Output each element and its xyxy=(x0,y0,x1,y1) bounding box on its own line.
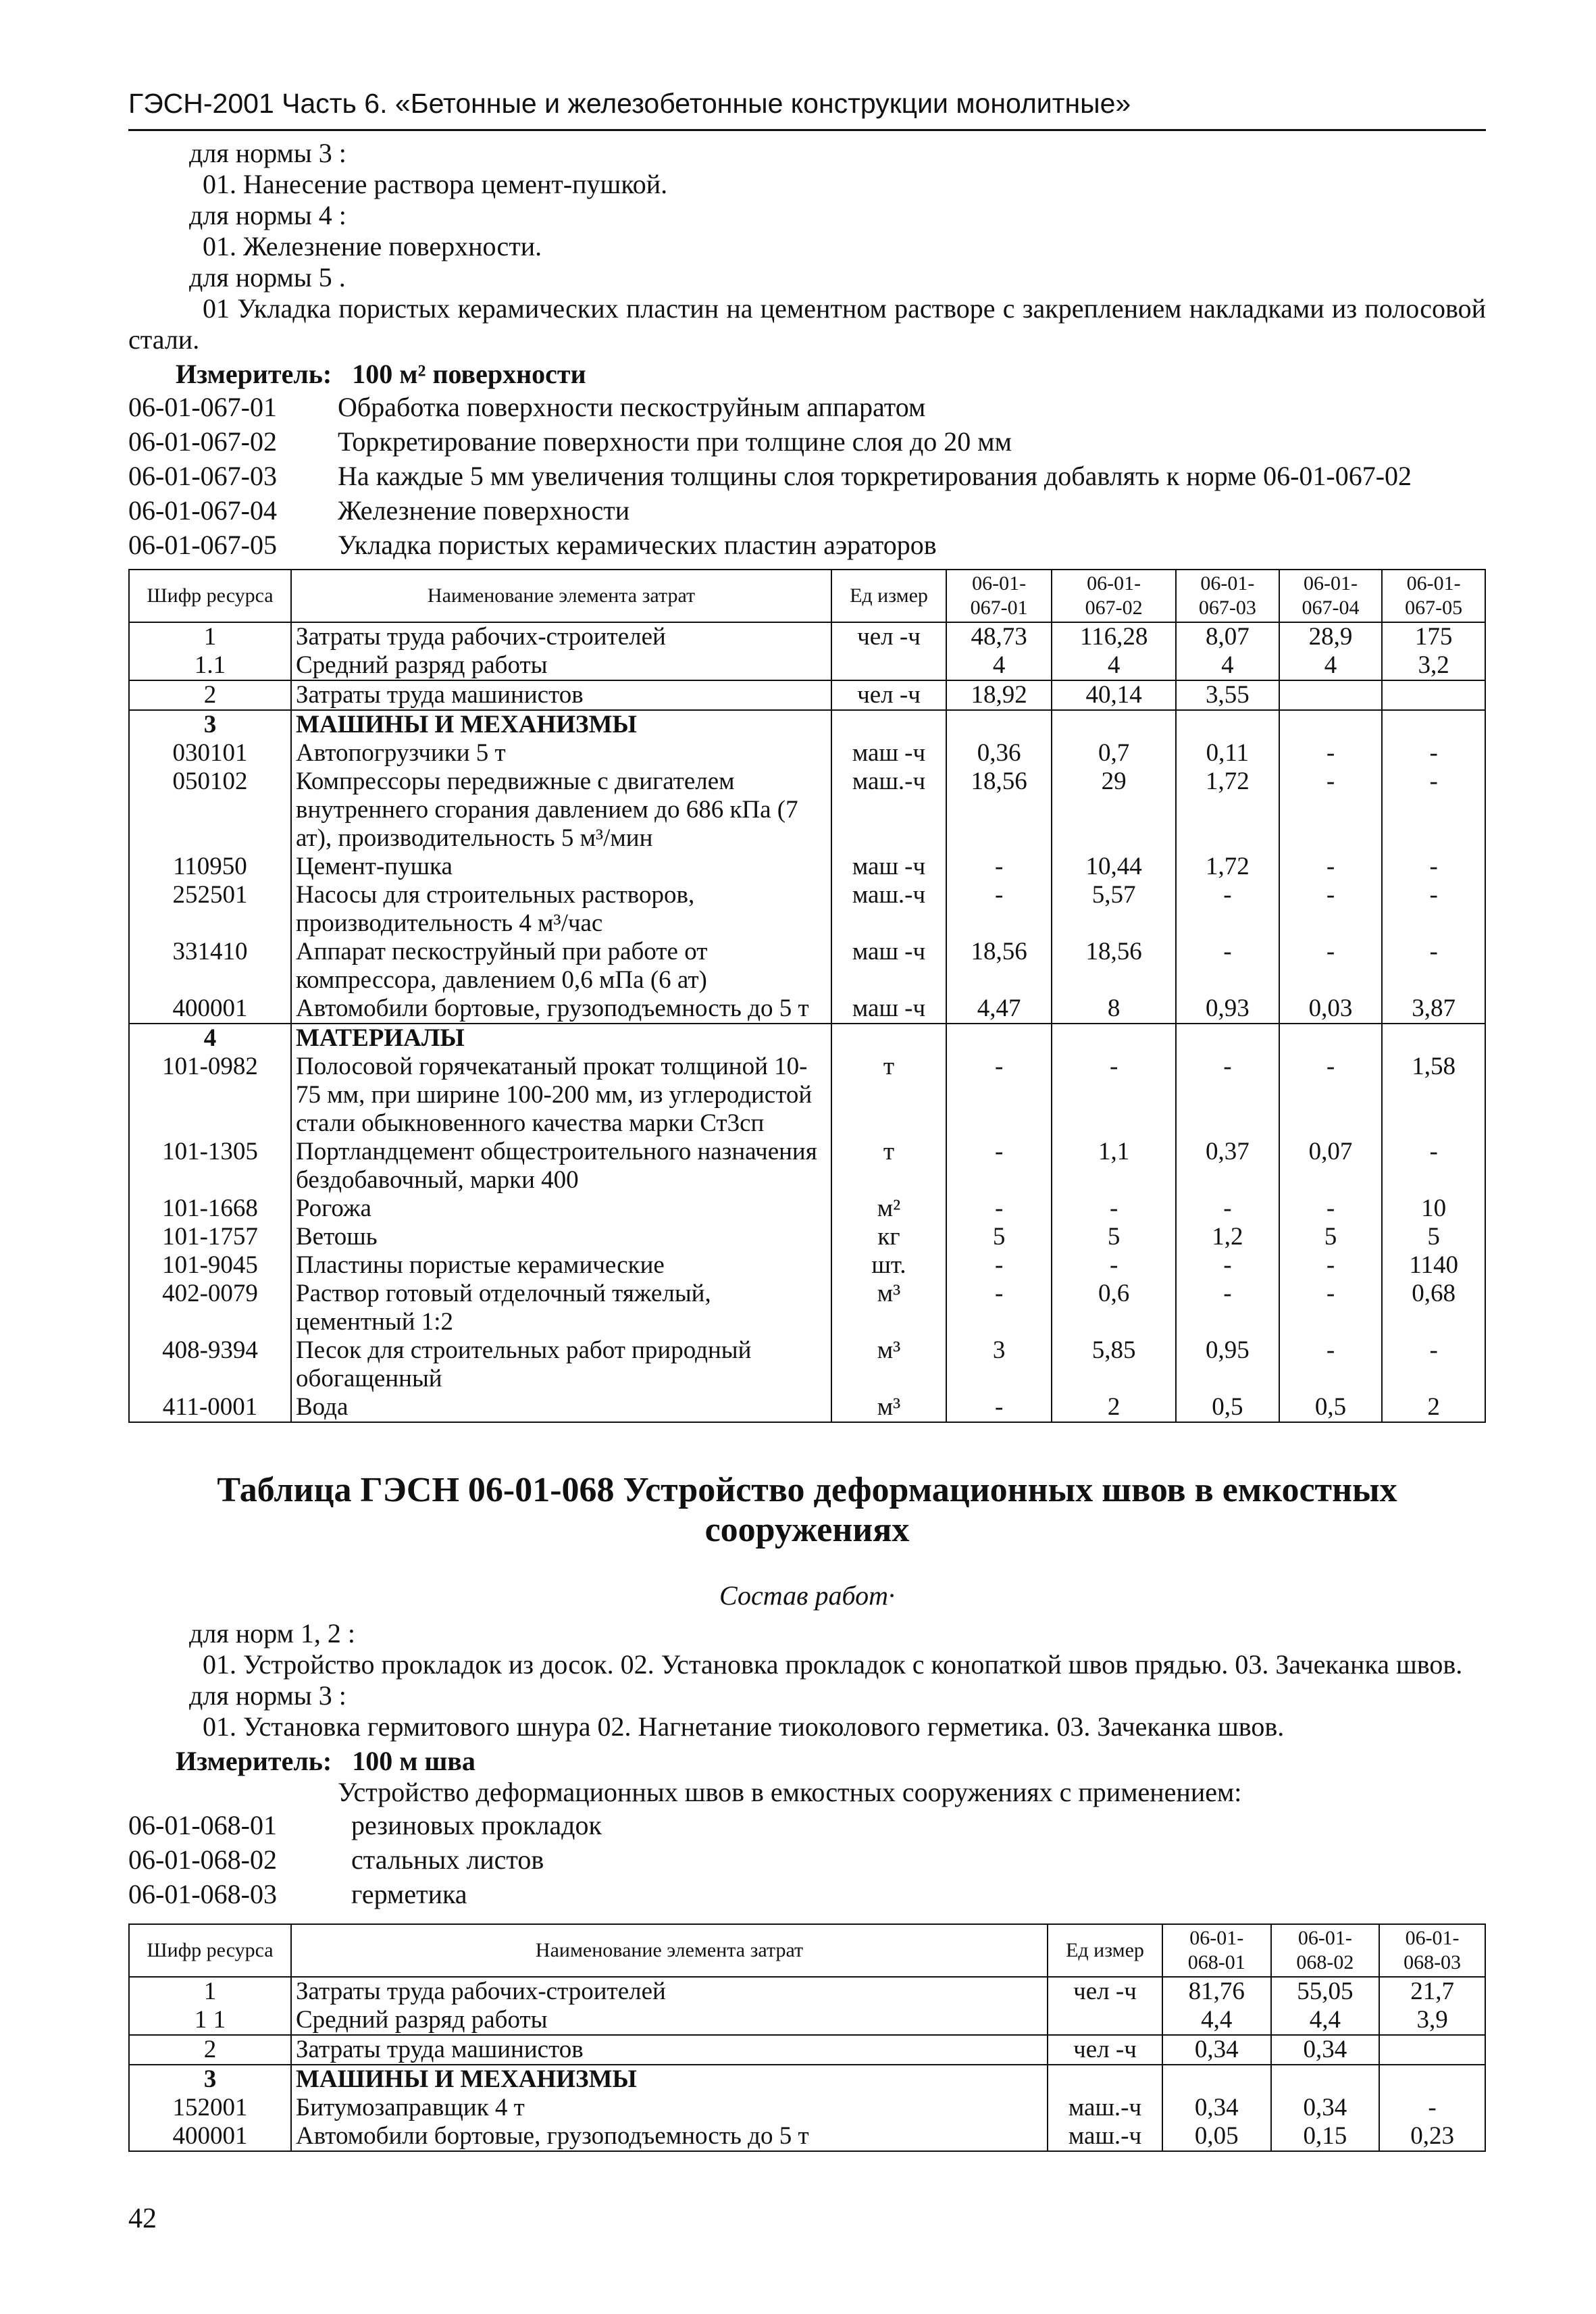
column-header: Ед измер xyxy=(831,570,946,622)
resource-value: 0,5 xyxy=(1176,1393,1279,1422)
resource-unit: т xyxy=(831,1053,946,1138)
resource-value: - xyxy=(946,881,1052,938)
resource-value: - xyxy=(946,1194,1052,1223)
measure-unit-2 xyxy=(128,1745,1486,1777)
resource-name: Затраты труда машинистов xyxy=(291,680,831,710)
resource-code: 402-0079 xyxy=(129,1280,291,1336)
column-header: Шифр ресурса xyxy=(129,1924,291,1977)
resource-value: - xyxy=(1382,881,1485,938)
resource-unit: чел -ч xyxy=(831,680,946,710)
resource-value: - xyxy=(1279,853,1383,881)
resource-value: - xyxy=(1052,1194,1176,1223)
resource-value: - xyxy=(946,1053,1052,1138)
column-header: 06-01- 068-01 xyxy=(1162,1924,1271,1977)
resource-table-1 xyxy=(128,569,1486,1423)
resource-name: МАТЕРИАЛЫ xyxy=(291,1024,831,1053)
resource-value: - xyxy=(1382,853,1485,881)
column-header: 06-01- 067-05 xyxy=(1382,570,1485,622)
resource-value: 0,68 xyxy=(1382,1280,1485,1336)
resource-value xyxy=(1382,1024,1485,1053)
resource-value: 40,14 xyxy=(1052,680,1176,710)
resource-name: Затраты труда рабочих-строителей xyxy=(291,622,831,651)
column-header: 06-01- 068-03 xyxy=(1379,1924,1485,1977)
resource-unit: маш.-ч xyxy=(831,768,946,853)
work-step: 01. Установка гермитового шнура 02. Нагнетание тиоколового герметика. 03. Зачеканка швов. xyxy=(203,1711,1285,1742)
norm-row xyxy=(128,424,1486,459)
table-row xyxy=(129,2035,1485,2065)
norm-name: Торкретирование поверхности при толщине слоя до 20 мм xyxy=(338,426,1012,457)
norm-list-2 xyxy=(128,1808,1486,1911)
resource-value: 1140 xyxy=(1382,1251,1485,1280)
resource-value: 3,2 xyxy=(1382,651,1485,680)
resource-value: 5,85 xyxy=(1052,1336,1176,1393)
resource-value: 3 xyxy=(946,1336,1052,1393)
norm-code: 06-01-068-01 xyxy=(128,1810,277,1840)
resource-value: 28,9 xyxy=(1279,622,1383,651)
resource-value xyxy=(946,1024,1052,1053)
resource-value: 1,1 xyxy=(1052,1138,1176,1194)
resource-unit: маш -ч xyxy=(831,739,946,768)
table-row xyxy=(129,1251,1485,1280)
resource-code: 050102 xyxy=(129,768,291,853)
resource-code: 252501 xyxy=(129,881,291,938)
resource-code: 411-0001 xyxy=(129,1393,291,1422)
resource-code: 101-1757 xyxy=(129,1223,291,1251)
resource-value: 1,72 xyxy=(1176,768,1279,853)
work-composition-1 xyxy=(128,138,1486,355)
resource-unit xyxy=(831,1024,946,1053)
work-step: 01 Укладка пористых керамических пластин на цементном растворе с закреплением накладками из полосовой стали. xyxy=(128,293,1486,355)
measure-value: 100 м² поверхности xyxy=(352,359,586,389)
resource-unit: чел -ч xyxy=(1048,2035,1162,2065)
table-row xyxy=(129,1194,1485,1223)
table-row xyxy=(129,1024,1485,1053)
resource-code: 2 xyxy=(129,2035,291,2065)
resource-name: Портландцемент общестроительного назначения бездобавочный, марки 400 xyxy=(291,1138,831,1194)
resource-value: 3,55 xyxy=(1176,680,1279,710)
resource-value: - xyxy=(1279,881,1383,938)
work-step: 01. Устройство прокладок из досок. 02. Установка прокладок с конопаткой швов прядью. 03. Зачеканка швов. xyxy=(203,1649,1463,1680)
resource-code: 110950 xyxy=(129,853,291,881)
resource-code: 400001 xyxy=(129,2122,291,2151)
resource-value: 3,87 xyxy=(1382,995,1485,1024)
resource-code: 1 1 xyxy=(129,2006,291,2035)
norm-row xyxy=(128,459,1486,493)
resource-name: Полосовой горячекатаный прокат толщиной 10-75 мм, при ширине 100-200 мм, из углеродистой стали обыкновенного качества марки Ст3сп xyxy=(291,1053,831,1138)
measure-label: Измеритель: xyxy=(176,359,332,389)
resource-value xyxy=(1379,2065,1485,2094)
resource-unit: шт. xyxy=(831,1251,946,1280)
resource-value: 4 xyxy=(1279,651,1383,680)
resource-value: 0,5 xyxy=(1279,1393,1383,1422)
norm-code: 06-01-068-02 xyxy=(128,1844,277,1875)
column-header: 06-01- 067-02 xyxy=(1052,570,1176,622)
resource-value: - xyxy=(1382,1336,1485,1393)
resource-value: 29 xyxy=(1052,768,1176,853)
table-row xyxy=(129,2065,1485,2094)
resource-code: 2 xyxy=(129,680,291,710)
resource-value: - xyxy=(1279,1336,1383,1393)
resource-value xyxy=(1162,2065,1271,2094)
resource-value: 5 xyxy=(946,1223,1052,1251)
resource-value: 0,34 xyxy=(1271,2094,1380,2122)
resource-value: 0,03 xyxy=(1279,995,1383,1024)
resource-name: Цемент-пушка xyxy=(291,853,831,881)
norm-row xyxy=(128,528,1486,562)
resource-value: 0,11 xyxy=(1176,739,1279,768)
column-header: 06-01- 067-01 xyxy=(946,570,1052,622)
resource-value xyxy=(1052,1024,1176,1053)
resource-value: 8,07 xyxy=(1176,622,1279,651)
resource-value: 1,58 xyxy=(1382,1053,1485,1138)
work-step: для нормы 4 : xyxy=(189,200,346,230)
running-header: ГЭСН-2001 Часть 6. «Бетонные и железобетонные конструкции монолитные» xyxy=(128,88,1486,131)
resource-value: 5,57 xyxy=(1052,881,1176,938)
resource-value: 2 xyxy=(1382,1393,1485,1422)
resource-name: Автомобили бортовые, грузоподъемность до 5 т xyxy=(291,995,831,1024)
resource-value: 5 xyxy=(1052,1223,1176,1251)
table-row xyxy=(129,651,1485,680)
resource-value: 0,37 xyxy=(1176,1138,1279,1194)
table-row xyxy=(129,710,1485,739)
table-row xyxy=(129,1280,1485,1336)
norm-code: 06-01-068-03 xyxy=(128,1879,277,1909)
resource-value: 18,56 xyxy=(1052,938,1176,995)
resource-value: - xyxy=(1176,1251,1279,1280)
column-header: 06-01- 067-03 xyxy=(1176,570,1279,622)
norm-row xyxy=(128,1808,1486,1842)
table-title-068: Таблица ГЭСН 06-01-068 Устройство деформационных швов в емкостных сооружениях xyxy=(217,1471,1397,1549)
resource-value: - xyxy=(1382,768,1485,853)
resource-value xyxy=(1279,680,1383,710)
resource-code: 4 xyxy=(129,1024,291,1053)
table-row xyxy=(129,2094,1485,2122)
resource-code: 1.1 xyxy=(129,651,291,680)
resource-unit xyxy=(1048,2006,1162,2035)
resource-value: 4 xyxy=(946,651,1052,680)
work-composition-2 xyxy=(128,1618,1486,1742)
resource-code: 3 xyxy=(129,710,291,739)
resource-code: 101-0982 xyxy=(129,1053,291,1138)
norm-name: герметика xyxy=(351,1879,467,1909)
resource-value xyxy=(1176,1024,1279,1053)
norm-code: 06-01-067-02 xyxy=(128,426,277,457)
norm-code: 06-01-067-03 xyxy=(128,461,277,491)
resource-value: 4 xyxy=(1052,651,1176,680)
resource-value: 48,73 xyxy=(946,622,1052,651)
resource-name: Автопогрузчики 5 т xyxy=(291,739,831,768)
resource-table-2 xyxy=(128,1923,1486,2152)
resource-unit: чел -ч xyxy=(1048,1977,1162,2006)
resource-name: Пластины пористые керамические xyxy=(291,1251,831,1280)
resource-value: 0,15 xyxy=(1271,2122,1380,2151)
resource-value xyxy=(946,710,1052,739)
column-header: 06-01- 068-02 xyxy=(1271,1924,1380,1977)
norm-list-intro: Устройство деформационных швов в емкостных сооружениях с применением: xyxy=(338,1777,1242,1807)
resource-code: 331410 xyxy=(129,938,291,995)
resource-name: Раствор готовый отделочный тяжелый, цементный 1:2 xyxy=(291,1280,831,1336)
table-row xyxy=(129,1336,1485,1393)
resource-value: 2 xyxy=(1052,1393,1176,1422)
resource-name: Ветошь xyxy=(291,1223,831,1251)
resource-unit: маш.-ч xyxy=(831,881,946,938)
resource-value: - xyxy=(1176,881,1279,938)
resource-name: МАШИНЫ И МЕХАНИЗМЫ xyxy=(291,2065,1048,2094)
resource-value: 1,72 xyxy=(1176,853,1279,881)
work-step: для нормы 3 : xyxy=(189,1680,346,1711)
resource-value xyxy=(1052,710,1176,739)
resource-code: 030101 xyxy=(129,739,291,768)
resource-value: 0,34 xyxy=(1162,2035,1271,2065)
table-row xyxy=(129,768,1485,853)
resource-value xyxy=(1279,1024,1383,1053)
resource-name: Средний разряд работы xyxy=(291,2006,1048,2035)
resource-value: - xyxy=(1052,1053,1176,1138)
norm-code: 06-01-067-04 xyxy=(128,495,277,526)
norm-name: Железнение поверхности xyxy=(338,495,630,526)
table-row xyxy=(129,853,1485,881)
resource-value: - xyxy=(946,1138,1052,1194)
resource-name: Затраты труда рабочих-строителей xyxy=(291,1977,1048,2006)
norm-code: 06-01-067-05 xyxy=(128,530,277,560)
resource-value xyxy=(1382,680,1485,710)
resource-value: 0,36 xyxy=(946,739,1052,768)
resource-value: 4,4 xyxy=(1162,2006,1271,2035)
column-header: Шифр ресурса xyxy=(129,570,291,622)
resource-unit xyxy=(831,710,946,739)
resource-value: 0,23 xyxy=(1379,2122,1485,2151)
resource-value: 0,34 xyxy=(1271,2035,1380,2065)
resource-value: 0,95 xyxy=(1176,1336,1279,1393)
resource-value: 116,28 xyxy=(1052,622,1176,651)
resource-value: - xyxy=(1279,1251,1383,1280)
resource-value: 0,34 xyxy=(1162,2094,1271,2122)
table-row xyxy=(129,2006,1485,2035)
resource-value: 55,05 xyxy=(1271,1977,1380,2006)
resource-value: - xyxy=(1052,1251,1176,1280)
table-row xyxy=(129,938,1485,995)
resource-value: 4,47 xyxy=(946,995,1052,1024)
resource-value xyxy=(1271,2065,1380,2094)
table-header-row xyxy=(129,1924,1485,1977)
resource-value: - xyxy=(1176,938,1279,995)
resource-value: 5 xyxy=(1382,1223,1485,1251)
norm-list-1 xyxy=(128,390,1486,562)
resource-value: 10 xyxy=(1382,1194,1485,1223)
norm-name: Обработка поверхности пескоструйным аппаратом xyxy=(338,392,926,422)
table-row xyxy=(129,1053,1485,1138)
norm-row xyxy=(128,1842,1486,1877)
resource-code: 101-1668 xyxy=(129,1194,291,1223)
work-step: 01. Нанесение раствора цемент-пушкой. xyxy=(203,169,668,199)
resource-value: - xyxy=(1176,1194,1279,1223)
norm-row xyxy=(128,390,1486,424)
resource-unit: чел -ч xyxy=(831,622,946,651)
table-row xyxy=(129,622,1485,651)
resource-code: 3 xyxy=(129,2065,291,2094)
measure-value: 100 м шва xyxy=(352,1746,475,1776)
column-header: Наименование элемента затрат xyxy=(291,570,831,622)
resource-value: - xyxy=(946,853,1052,881)
resource-value: 21,7 xyxy=(1379,1977,1485,2006)
table-row xyxy=(129,680,1485,710)
resource-code: 408-9394 xyxy=(129,1336,291,1393)
resource-value: 0,07 xyxy=(1279,1138,1383,1194)
table-row xyxy=(129,995,1485,1024)
resource-value: - xyxy=(1279,1280,1383,1336)
resource-value: 81,76 xyxy=(1162,1977,1271,2006)
measure-unit-1 xyxy=(128,358,1486,390)
resource-code: 152001 xyxy=(129,2094,291,2122)
resource-unit: маш.-ч xyxy=(1048,2122,1162,2151)
work-step: для нормы 3 : xyxy=(189,138,346,168)
resource-name: Затраты труда машинистов xyxy=(291,2035,1048,2065)
column-header: Наименование элемента затрат xyxy=(291,1924,1048,1977)
resource-value xyxy=(1176,710,1279,739)
resource-value: 0,05 xyxy=(1162,2122,1271,2151)
resource-unit: т xyxy=(831,1138,946,1194)
document-page xyxy=(128,88,1486,2152)
resource-value: 8 xyxy=(1052,995,1176,1024)
norm-name: резиновых прокладок xyxy=(351,1810,602,1840)
resource-name: Средний разряд работы xyxy=(291,651,831,680)
resource-value: 18,56 xyxy=(946,768,1052,853)
work-composition-heading: Состав работ· xyxy=(719,1580,895,1611)
resource-value: 175 xyxy=(1382,622,1485,651)
resource-value: - xyxy=(1382,1138,1485,1194)
resource-name: МАШИНЫ И МЕХАНИЗМЫ xyxy=(291,710,831,739)
resource-value: 3,9 xyxy=(1379,2006,1485,2035)
resource-value: - xyxy=(1382,938,1485,995)
resource-value: 4 xyxy=(1176,651,1279,680)
resource-value: - xyxy=(1279,1194,1383,1223)
resource-value: 0,93 xyxy=(1176,995,1279,1024)
resource-unit: маш -ч xyxy=(831,938,946,995)
table-row xyxy=(129,1138,1485,1194)
resource-value xyxy=(1382,710,1485,739)
resource-value: 1,2 xyxy=(1176,1223,1279,1251)
resource-value: - xyxy=(1279,1053,1383,1138)
table-row xyxy=(129,1223,1485,1251)
resource-name: Автомобили бортовые, грузоподъемность до 5 т xyxy=(291,2122,1048,2151)
resource-unit: м² xyxy=(831,1194,946,1223)
norm-row xyxy=(128,493,1486,528)
resource-value: - xyxy=(946,1251,1052,1280)
table-row xyxy=(129,739,1485,768)
resource-name: Песок для строительных работ природный обогащенный xyxy=(291,1336,831,1393)
norm-name: стальных листов xyxy=(351,1844,544,1875)
resource-value: - xyxy=(1382,739,1485,768)
resource-unit xyxy=(831,651,946,680)
resource-value: - xyxy=(1176,1280,1279,1336)
resource-value xyxy=(1279,710,1383,739)
resource-name: Рогожа xyxy=(291,1194,831,1223)
resource-name: Вода xyxy=(291,1393,831,1422)
resource-name: Компрессоры передвижные с двигателем внутреннего сгорания давлением до 686 кПа (7 ат), производительность 5 м³/мин xyxy=(291,768,831,853)
table-row xyxy=(129,1977,1485,2006)
resource-value: - xyxy=(946,1393,1052,1422)
norm-code: 06-01-067-01 xyxy=(128,392,277,422)
resource-code: 1 xyxy=(129,622,291,651)
resource-value: 10,44 xyxy=(1052,853,1176,881)
resource-code: 1 xyxy=(129,1977,291,2006)
resource-name: Битумозаправщик 4 т xyxy=(291,2094,1048,2122)
norm-name: Укладка пористых керамических пластин аэраторов xyxy=(338,530,937,560)
page-number: 42 xyxy=(128,2203,157,2234)
resource-value: 0,7 xyxy=(1052,739,1176,768)
work-step: 01. Железнение поверхности. xyxy=(203,231,542,261)
resource-value: - xyxy=(1279,938,1383,995)
resource-value: 18,56 xyxy=(946,938,1052,995)
resource-value: - xyxy=(1176,1053,1279,1138)
resource-value xyxy=(1379,2035,1485,2065)
resource-name: Аппарат пескоструйный при работе от компрессора, давлением 0,6 мПа (6 ат) xyxy=(291,938,831,995)
work-step: для нормы 5 . xyxy=(189,262,346,293)
norm-name: На каждые 5 мм увеличения толщины слоя торкретирования добавлять к норме 06-01-067-02 xyxy=(338,461,1412,491)
resource-value: - xyxy=(1379,2094,1485,2122)
resource-value: 4,4 xyxy=(1271,2006,1380,2035)
column-header: 06-01- 067-04 xyxy=(1279,570,1383,622)
table-header-row xyxy=(129,570,1485,622)
work-step: для норм 1, 2 : xyxy=(189,1618,355,1649)
resource-value: 5 xyxy=(1279,1223,1383,1251)
column-header: Ед измер xyxy=(1048,1924,1162,1977)
norm-row xyxy=(128,1877,1486,1911)
resource-name: Насосы для строительных растворов, производительность 4 м³/час xyxy=(291,881,831,938)
resource-unit: м³ xyxy=(831,1393,946,1422)
resource-value: 18,92 xyxy=(946,680,1052,710)
table-row xyxy=(129,881,1485,938)
resource-unit xyxy=(1048,2065,1162,2094)
resource-value: - xyxy=(946,1280,1052,1336)
resource-unit: маш.-ч xyxy=(1048,2094,1162,2122)
resource-unit: маш -ч xyxy=(831,853,946,881)
resource-unit: кг xyxy=(831,1223,946,1251)
resource-code: 400001 xyxy=(129,995,291,1024)
resource-unit: маш -ч xyxy=(831,995,946,1024)
resource-code: 101-9045 xyxy=(129,1251,291,1280)
resource-value: - xyxy=(1279,768,1383,853)
resource-value: 0,6 xyxy=(1052,1280,1176,1336)
resource-value: - xyxy=(1279,739,1383,768)
table-row xyxy=(129,1393,1485,1422)
resource-unit: м³ xyxy=(831,1336,946,1393)
resource-code: 101-1305 xyxy=(129,1138,291,1194)
measure-label: Измеритель: xyxy=(176,1746,332,1776)
table-row xyxy=(129,2122,1485,2151)
resource-unit: м³ xyxy=(831,1280,946,1336)
